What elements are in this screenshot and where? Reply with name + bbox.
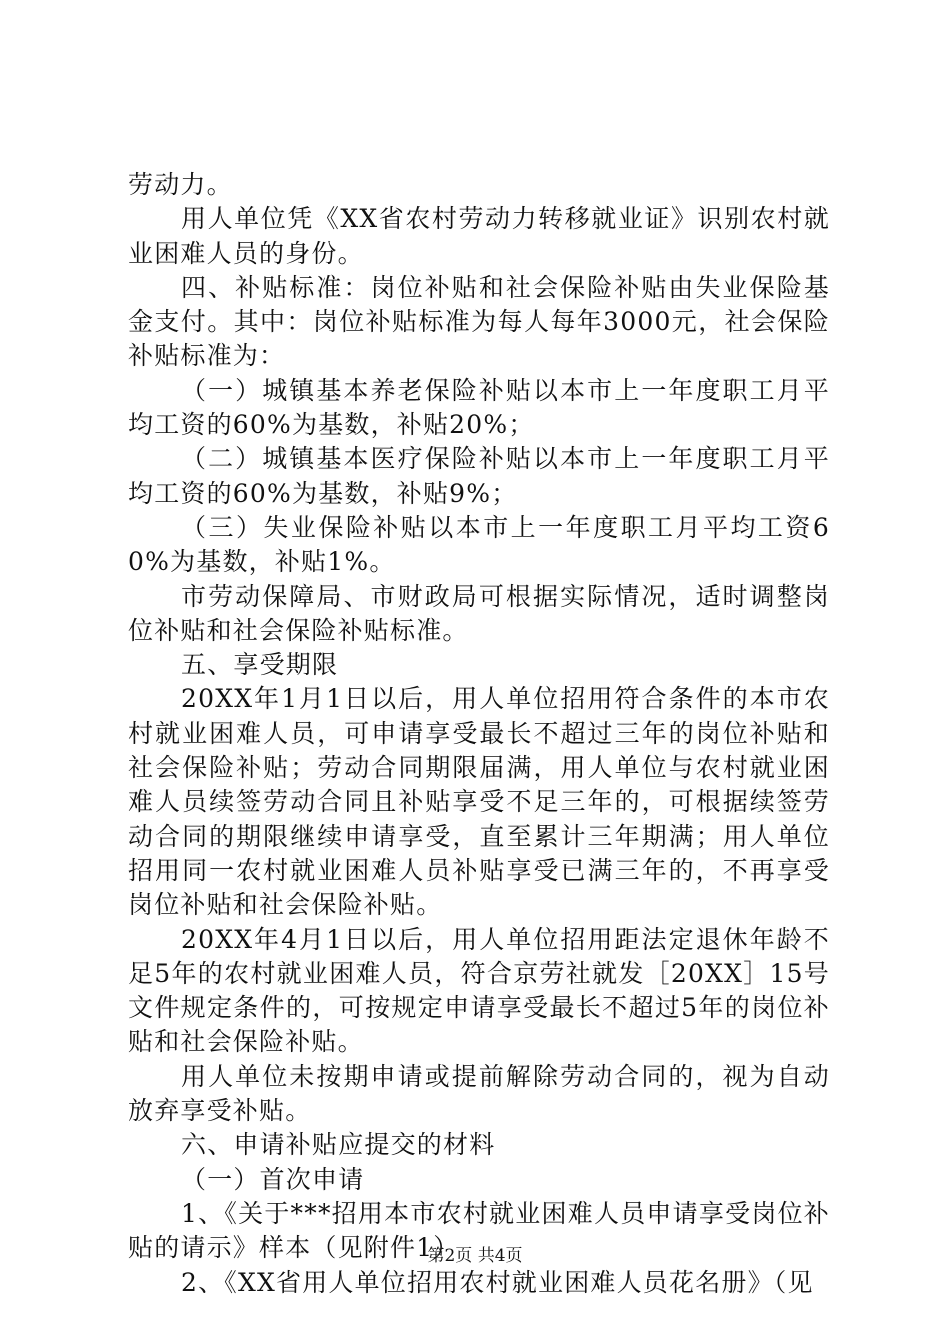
section-5-heading: 五、享受期限	[181, 650, 339, 680]
paragraph-period-rule-2: 20XX年4月1日以后，用人单位招用距法定退休年龄不足5年的农村就业困难人员，符合京劳社就发［20XX］15号文件规定条件的，可按规定申请享受最长不超过5年的岗位补贴和社会保险补贴。	[128, 924, 830, 1057]
material-item-2: 2、《XX省用人单位招用农村就业困难人员花名册》（见	[181, 1267, 814, 1297]
item-2-medical-subsidy: （二）城镇基本医疗保险补贴以本市上一年度职工月平均工资的60%为基数，补贴9%；	[128, 444, 830, 508]
item-3-unemployment-subsidy: （三）失业保险补贴以本市上一年度职工月平均工资60%为基数，补贴1%。	[128, 512, 830, 577]
document-body	[128, 168, 830, 1300]
section-4-subsidy-standard: 四、补贴标准：岗位补贴和社会保险补贴由失业保险基金支付。其中：岗位补贴标准为每人每年3000元，社会保险补贴标准为：	[128, 272, 830, 371]
item-1-pension-subsidy: （一）城镇基本养老保险补贴以本市上一年度职工月平均工资的60%为基数，补贴20%；	[128, 375, 830, 440]
page-number-footer: 第2页 共4页	[427, 1246, 523, 1266]
section-6-heading: 六、申请补贴应提交的材料	[181, 1130, 496, 1160]
paragraph-period-rule-1: 20XX年1月1日以后，用人单位招用符合条件的本市农村就业困难人员，可申请享受最长不超过三年的岗位补贴和社会保险补贴；劳动合同期限届满，用人单位与农村就业困难人员续签劳动合同且补贴享受不足三年的，可根据续签劳动合同的期限继续申请享受，直至累计三年期满；用人单位招用同一农村就业困难人员补贴享受已满三年的，不再享受岗位补贴和社会保险补贴。	[128, 684, 830, 920]
paragraph-identity-verification: 用人单位凭《XX省农村劳动力转移就业证》识别农村就业困难人员的身份。	[128, 204, 830, 268]
paragraph-forfeit-rule: 用人单位未按期申请或提前解除劳动合同的，视为自动放弃享受补贴。	[128, 1061, 830, 1126]
paragraph-continuation: 劳动力。	[128, 170, 233, 199]
paragraph-standard-adjustment: 市劳动保障局、市财政局可根据实际情况，适时调整岗位补贴和社会保险补贴标准。	[128, 581, 830, 645]
subsection-first-application: （一）首次申请	[181, 1164, 365, 1194]
material-item-1: 1、《关于***招用本市农村就业困难人员申请享受岗位补贴的请示》样本（见附件1）	[128, 1198, 830, 1263]
